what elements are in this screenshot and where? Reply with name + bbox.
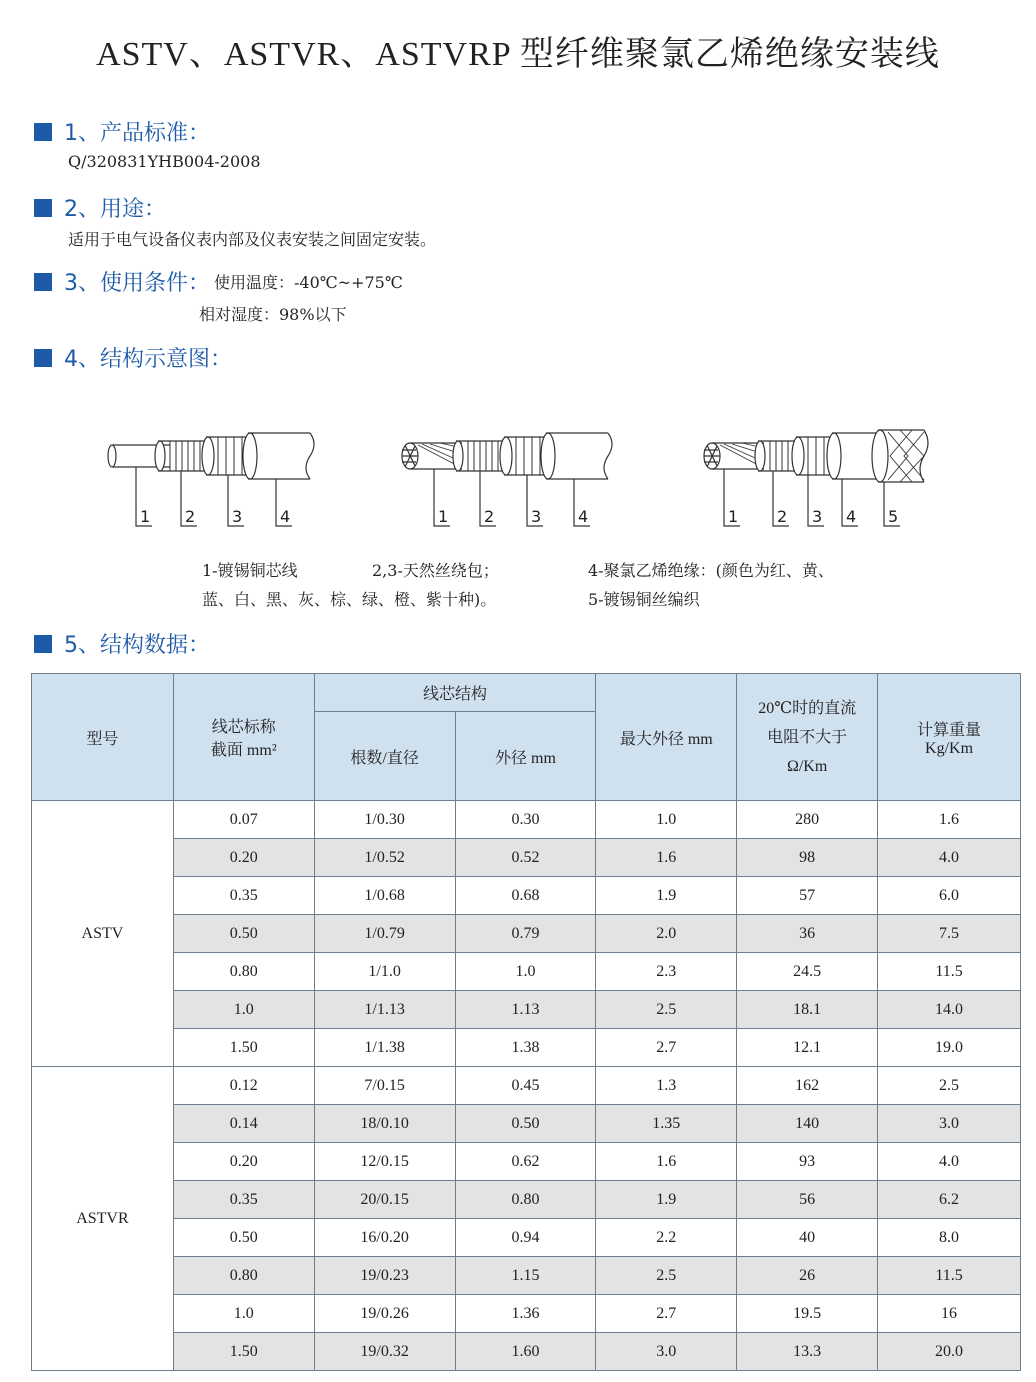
table-cell: 14.0 <box>878 991 1021 1029</box>
table-cell: 18/0.10 <box>314 1105 455 1143</box>
table-cell: 40 <box>737 1219 878 1257</box>
table-cell: 0.50 <box>455 1105 596 1143</box>
table-cell: 1/1.13 <box>314 991 455 1029</box>
table-cell: 19.5 <box>737 1295 878 1333</box>
table-cell: 6.0 <box>878 877 1021 915</box>
table-cell: 3.0 <box>596 1333 737 1371</box>
cable-b-labels <box>438 507 588 526</box>
table-cell: 2.7 <box>596 1295 737 1333</box>
table-cell: 0.68 <box>455 877 596 915</box>
header-nominal-section <box>173 674 314 801</box>
table-row <box>32 991 1021 1029</box>
table-cell: 19/0.26 <box>314 1295 455 1333</box>
table-row <box>32 1295 1021 1333</box>
table-row <box>32 953 1021 991</box>
table-cell: 1/1.38 <box>314 1029 455 1067</box>
legend-silk-wrap: 2,3-天然丝绕包； <box>372 561 499 580</box>
table-cell: 0.79 <box>455 915 596 953</box>
table-cell: 1.6 <box>596 839 737 877</box>
header-outer-diameter: 外径 mm <box>455 712 596 801</box>
header-weight-line1: 计算重量 <box>917 721 982 739</box>
header-resist-line2: 电阻不大于 <box>767 728 848 746</box>
table-cell: 20.0 <box>878 1333 1021 1371</box>
label-a-1: 1 <box>140 507 151 526</box>
header-max-outer-diameter: 最大外径 mm <box>596 674 737 801</box>
label-a-2: 2 <box>185 507 196 526</box>
table-cell: 98 <box>737 839 878 877</box>
table-cell: 1.0 <box>596 801 737 839</box>
table-cell: 0.80 <box>173 1257 314 1295</box>
table-cell: 280 <box>737 801 878 839</box>
table-row <box>32 839 1021 877</box>
table-cell: 2.0 <box>596 915 737 953</box>
table-cell: 0.50 <box>173 915 314 953</box>
legend-tinned-copper: 1-镀锡铜芯线 <box>202 561 298 580</box>
label-b-3: 3 <box>531 507 542 526</box>
table-cell: 0.30 <box>455 801 596 839</box>
page-title: ASTV、ASTVR、ASTVRP 型纤维聚氯乙烯绝缘安装线 <box>96 36 940 73</box>
table-cell: 6.2 <box>878 1181 1021 1219</box>
label-c-3: 3 <box>812 507 823 526</box>
table-cell: 1.3 <box>596 1067 737 1105</box>
section-4-heading <box>34 342 232 373</box>
structure-diagrams <box>100 420 960 540</box>
header-weight <box>878 674 1021 801</box>
table-cell: 12/0.15 <box>314 1143 455 1181</box>
standard-code: Q/320831YHB004-2008 <box>68 152 261 171</box>
section-1-heading <box>34 116 210 147</box>
cable-c-labels <box>728 507 898 526</box>
table-cell: 1.50 <box>173 1029 314 1067</box>
square-bullet-icon <box>34 635 52 653</box>
table-cell: 16 <box>878 1295 1021 1333</box>
table-cell: 0.20 <box>173 839 314 877</box>
header-core-structure: 线芯结构 <box>314 674 596 712</box>
table-row <box>32 801 1021 839</box>
section-4-title: 4、结构示意图： <box>64 347 232 372</box>
table-cell: 16/0.20 <box>314 1219 455 1257</box>
table-cell: 12.1 <box>737 1029 878 1067</box>
table-row <box>32 1029 1021 1067</box>
header-nominal-line2: 截面 mm² <box>210 742 277 759</box>
section-3-heading <box>34 266 403 297</box>
table-cell: 8.0 <box>878 1219 1021 1257</box>
table-cell: 20/0.15 <box>314 1181 455 1219</box>
table-cell: 2.7 <box>596 1029 737 1067</box>
label-a-4: 4 <box>280 507 291 526</box>
table-cell: 1.9 <box>596 877 737 915</box>
table-cell: 19.0 <box>878 1029 1021 1067</box>
label-c-5: 5 <box>888 507 899 526</box>
table-cell: 1.36 <box>455 1295 596 1333</box>
section-5-heading <box>34 628 210 659</box>
table-cell: 7.5 <box>878 915 1021 953</box>
table-cell: 1.6 <box>596 1143 737 1181</box>
table-row <box>32 915 1021 953</box>
table-row <box>32 1333 1021 1371</box>
table-cell: 1.15 <box>455 1257 596 1295</box>
cable-a-labels <box>140 507 290 526</box>
table-cell: 2.3 <box>596 953 737 991</box>
table-cell: 1/0.79 <box>314 915 455 953</box>
section-1-title: 1、产品标准： <box>64 121 210 146</box>
table-cell: 56 <box>737 1181 878 1219</box>
table-cell: 1/0.68 <box>314 877 455 915</box>
label-b-2: 2 <box>484 507 495 526</box>
table-cell: 11.5 <box>878 1257 1021 1295</box>
table-row <box>32 1143 1021 1181</box>
section-5-title: 5、结构数据： <box>64 633 210 658</box>
label-a-3: 3 <box>232 507 243 526</box>
table-cell: 19/0.32 <box>314 1333 455 1371</box>
header-resist-line3: Ω/Km <box>786 757 828 775</box>
table-cell: 0.45 <box>455 1067 596 1105</box>
table-cell: 0.52 <box>455 839 596 877</box>
legend-pvc-insulation: 4-聚氯乙烯绝缘：(颜色为红、黄、 <box>588 561 834 580</box>
header-dc-resistance <box>737 674 878 801</box>
table-cell: 2.5 <box>878 1067 1021 1105</box>
table-cell: 26 <box>737 1257 878 1295</box>
table-cell: 1.50 <box>173 1333 314 1371</box>
header-weight-line2: Kg/Km <box>925 739 974 757</box>
table-cell: 2.5 <box>596 991 737 1029</box>
header-nominal-line1: 线芯标称 <box>211 719 276 736</box>
table-cell: 0.50 <box>173 1219 314 1257</box>
legend-colors: 蓝、白、黑、灰、棕、绿、橙、紫十种)。 <box>202 590 497 609</box>
humidity-condition: 相对湿度：98%以下 <box>199 305 347 324</box>
table-cell: 0.12 <box>173 1067 314 1105</box>
table-cell: 57 <box>737 877 878 915</box>
table-cell: 140 <box>737 1105 878 1143</box>
label-c-4: 4 <box>846 507 857 526</box>
table-cell: 0.20 <box>173 1143 314 1181</box>
table-cell: 1.35 <box>596 1105 737 1143</box>
table-cell: 4.0 <box>878 839 1021 877</box>
table-cell: 2.5 <box>596 1257 737 1295</box>
table-cell: 24.5 <box>737 953 878 991</box>
table-cell: 162 <box>737 1067 878 1105</box>
table-cell: 0.80 <box>455 1181 596 1219</box>
table-cell: 2.2 <box>596 1219 737 1257</box>
table-cell: 0.35 <box>173 877 314 915</box>
table-row <box>32 1181 1021 1219</box>
table-cell: 13.3 <box>737 1333 878 1371</box>
table-cell: 36 <box>737 915 878 953</box>
table-cell: 0.94 <box>455 1219 596 1257</box>
square-bullet-icon <box>34 123 52 141</box>
square-bullet-icon <box>34 273 52 291</box>
model-cell: ASTVR <box>32 1067 174 1371</box>
table-cell: 1.13 <box>455 991 596 1029</box>
table-cell: 3.0 <box>878 1105 1021 1143</box>
table-row <box>32 1105 1021 1143</box>
table-cell: 4.0 <box>878 1143 1021 1181</box>
section-2-heading <box>34 192 166 223</box>
table-cell: 0.07 <box>173 801 314 839</box>
table-cell: 1/1.0 <box>314 953 455 991</box>
model-cell: ASTV <box>32 801 174 1067</box>
table-cell: 0.80 <box>173 953 314 991</box>
table-row <box>32 1257 1021 1295</box>
table-cell: 1/0.30 <box>314 801 455 839</box>
table-row <box>32 877 1021 915</box>
table-cell: 0.35 <box>173 1181 314 1219</box>
table-cell: 1.60 <box>455 1333 596 1371</box>
section-3-title: 3、使用条件： <box>64 271 210 296</box>
table-cell: 1.6 <box>878 801 1021 839</box>
legend-braid: 5-镀锡铜丝编织 <box>588 590 700 609</box>
table-cell: 0.14 <box>173 1105 314 1143</box>
header-model: 型号 <box>32 674 174 801</box>
structure-data-table <box>31 673 1021 1371</box>
header-resist-line1: 20℃时的直流 <box>758 699 857 717</box>
table-cell: 1.0 <box>173 991 314 1029</box>
table-cell: 1.38 <box>455 1029 596 1067</box>
label-c-2: 2 <box>777 507 788 526</box>
usage-text: 适用于电气设备仪表内部及仪表安装之间固定安装。 <box>68 230 437 249</box>
square-bullet-icon <box>34 199 52 217</box>
label-b-1: 1 <box>438 507 449 526</box>
square-bullet-icon <box>34 349 52 367</box>
table-cell: 7/0.15 <box>314 1067 455 1105</box>
section-2-title: 2、用途： <box>64 197 166 222</box>
table-row <box>32 1067 1021 1105</box>
table-cell: 19/0.23 <box>314 1257 455 1295</box>
table-row <box>32 1219 1021 1257</box>
header-count-diameter: 根数/直径 <box>314 712 455 801</box>
table-cell: 0.62 <box>455 1143 596 1181</box>
table-cell: 1.0 <box>173 1295 314 1333</box>
label-b-4: 4 <box>578 507 589 526</box>
table-cell: 93 <box>737 1143 878 1181</box>
temperature-condition: 使用温度：-40℃~+75℃ <box>214 273 403 292</box>
table-cell: 1/0.52 <box>314 839 455 877</box>
table-cell: 18.1 <box>737 991 878 1029</box>
label-c-1: 1 <box>728 507 739 526</box>
table-cell: 1.0 <box>455 953 596 991</box>
table-cell: 11.5 <box>878 953 1021 991</box>
table-cell: 1.9 <box>596 1181 737 1219</box>
